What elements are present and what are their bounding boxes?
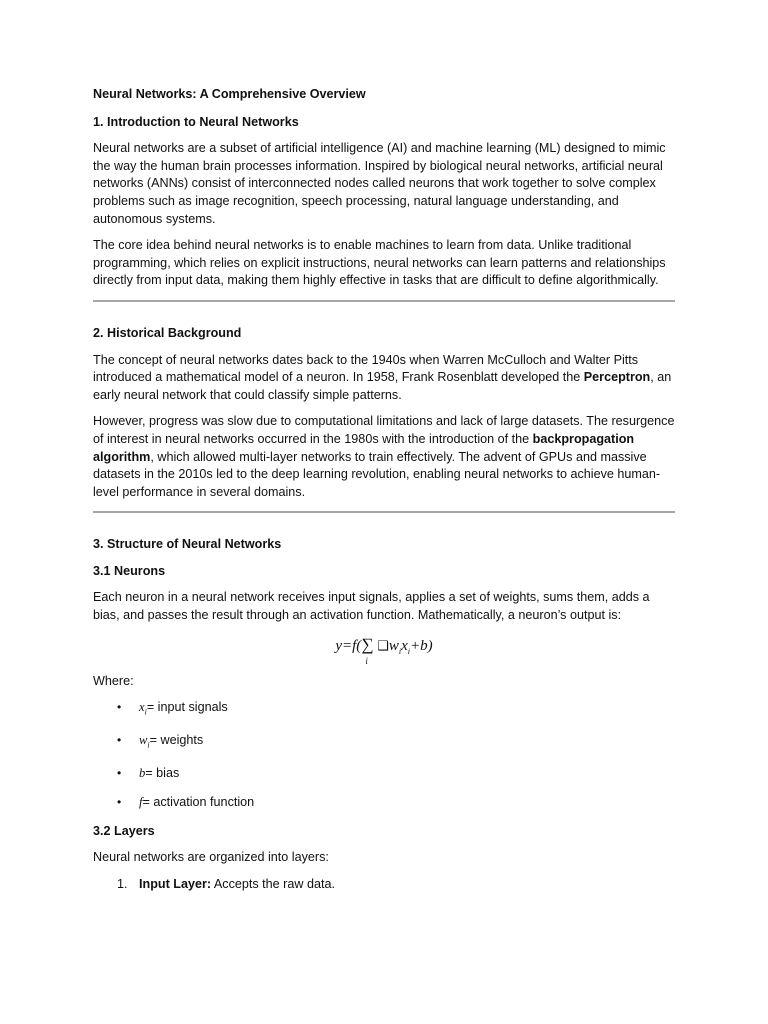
section-2-paragraph-1 (93, 352, 675, 405)
document-page (93, 86, 675, 893)
equation-lhs: y=f( (335, 637, 362, 654)
list-item (93, 699, 675, 721)
layers-list (93, 876, 675, 894)
summation-index: i (365, 655, 368, 666)
section-2-paragraph-2 (93, 413, 675, 501)
document-title: Neural Networks: A Comprehensive Overview (93, 87, 366, 101)
symbol-definition-list (93, 699, 675, 811)
summation-symbol (361, 634, 374, 666)
placeholder-box-glyph: ❑ (377, 637, 389, 653)
text-run: The concept of neural networks dates back to the 1940s when Warren McCulloch and Walter Pitts introduced a mathematical model of a neuron. In 1958, Frank Rosenblatt developed the (93, 352, 639, 385)
section-1-heading: 1. Introduction to Neural Networks (93, 114, 299, 129)
bold-term-perceptron: Perceptron (583, 370, 651, 385)
symbol: b (139, 766, 146, 781)
bullet-icon: • (117, 733, 122, 748)
equation-rest: +b) (410, 637, 433, 654)
layer-description: Accepts the raw data. (211, 876, 335, 891)
section-2-heading: 2. Historical Background (93, 325, 242, 340)
list-item (93, 794, 675, 812)
text-run: , which allowed multi-layer networks to train effectively. The advent of GPUs and massive datasets in the 2010s led to the deep learning revolution, enabling neural networks to achieve human-level performance in several domains. (93, 449, 661, 499)
horizontal-divider (93, 300, 675, 302)
horizontal-divider (93, 511, 675, 513)
equation-weight: w (388, 637, 399, 654)
layer-name: Input Layer: (139, 876, 212, 891)
bullet-icon: • (117, 766, 122, 781)
list-item (93, 732, 675, 754)
bullet-icon: • (117, 795, 122, 810)
subsection-3-2-paragraph: Neural networks are organized into layers: (93, 850, 329, 865)
bold-term-backpropagation: backpropagation algorithm (93, 431, 635, 464)
symbol: x (139, 700, 145, 715)
equation-input: x (401, 637, 408, 654)
subsection-3-2-heading: 3.2 Layers (93, 823, 155, 838)
symbol-description: = weights (149, 733, 204, 748)
neuron-output-equation (93, 634, 675, 666)
section-3-heading: 3. Structure of Neural Networks (93, 537, 282, 552)
list-number: 1. (117, 876, 128, 891)
symbol-subscript: i (147, 740, 150, 750)
symbol-description: = activation function (142, 795, 255, 810)
text-run: , an early neural network that could classify simple patterns. (93, 370, 672, 402)
list-item (93, 876, 675, 894)
section-1-paragraph-1: Neural networks are a subset of artificial intelligence (AI) and machine learning (ML) designed to mimic the way the human brain processes information. Inspired by biological neural networks, artificial neural networks (ANNs) consist of interconnected nodes called neurons that work together to solve complex problems such as image recognition, speech processing, natural language understanding, and autonomous systems. (93, 141, 666, 226)
where-label: Where: (93, 673, 134, 688)
subsection-3-1-paragraph: Each neuron in a neural network receives input signals, applies a set of weights, sums them, adds a bias, and passes the result through an activation function. Mathematically, a neuron’s output is: (93, 590, 650, 623)
text-run: However, progress was slow due to computational limitations and lack of large datasets. The resurgence of interest in neural networks occurred in the 1980s with the introduction of the (93, 414, 675, 446)
symbol: f (139, 795, 143, 810)
bullet-icon: • (117, 700, 122, 715)
summation-glyph: ∑ (361, 634, 374, 654)
equation-weight-subscript: i (398, 646, 402, 656)
symbol-description: = bias (145, 766, 180, 781)
section-1-paragraph-2: The core idea behind neural networks is to enable machines to learn from data. Unlike traditional programming, which relies on explicit instructions, neural networks can learn patterns and relationships directly from input data, making them highly effective in tasks that are difficult to define algorithmically. (93, 238, 666, 288)
subsection-3-1-heading: 3.1 Neurons (93, 563, 166, 578)
symbol: w (139, 733, 148, 748)
symbol-description: = input signals (146, 700, 228, 715)
symbol-subscript: i (144, 707, 147, 717)
list-item (93, 765, 675, 783)
equation-input-subscript: i (407, 646, 410, 656)
